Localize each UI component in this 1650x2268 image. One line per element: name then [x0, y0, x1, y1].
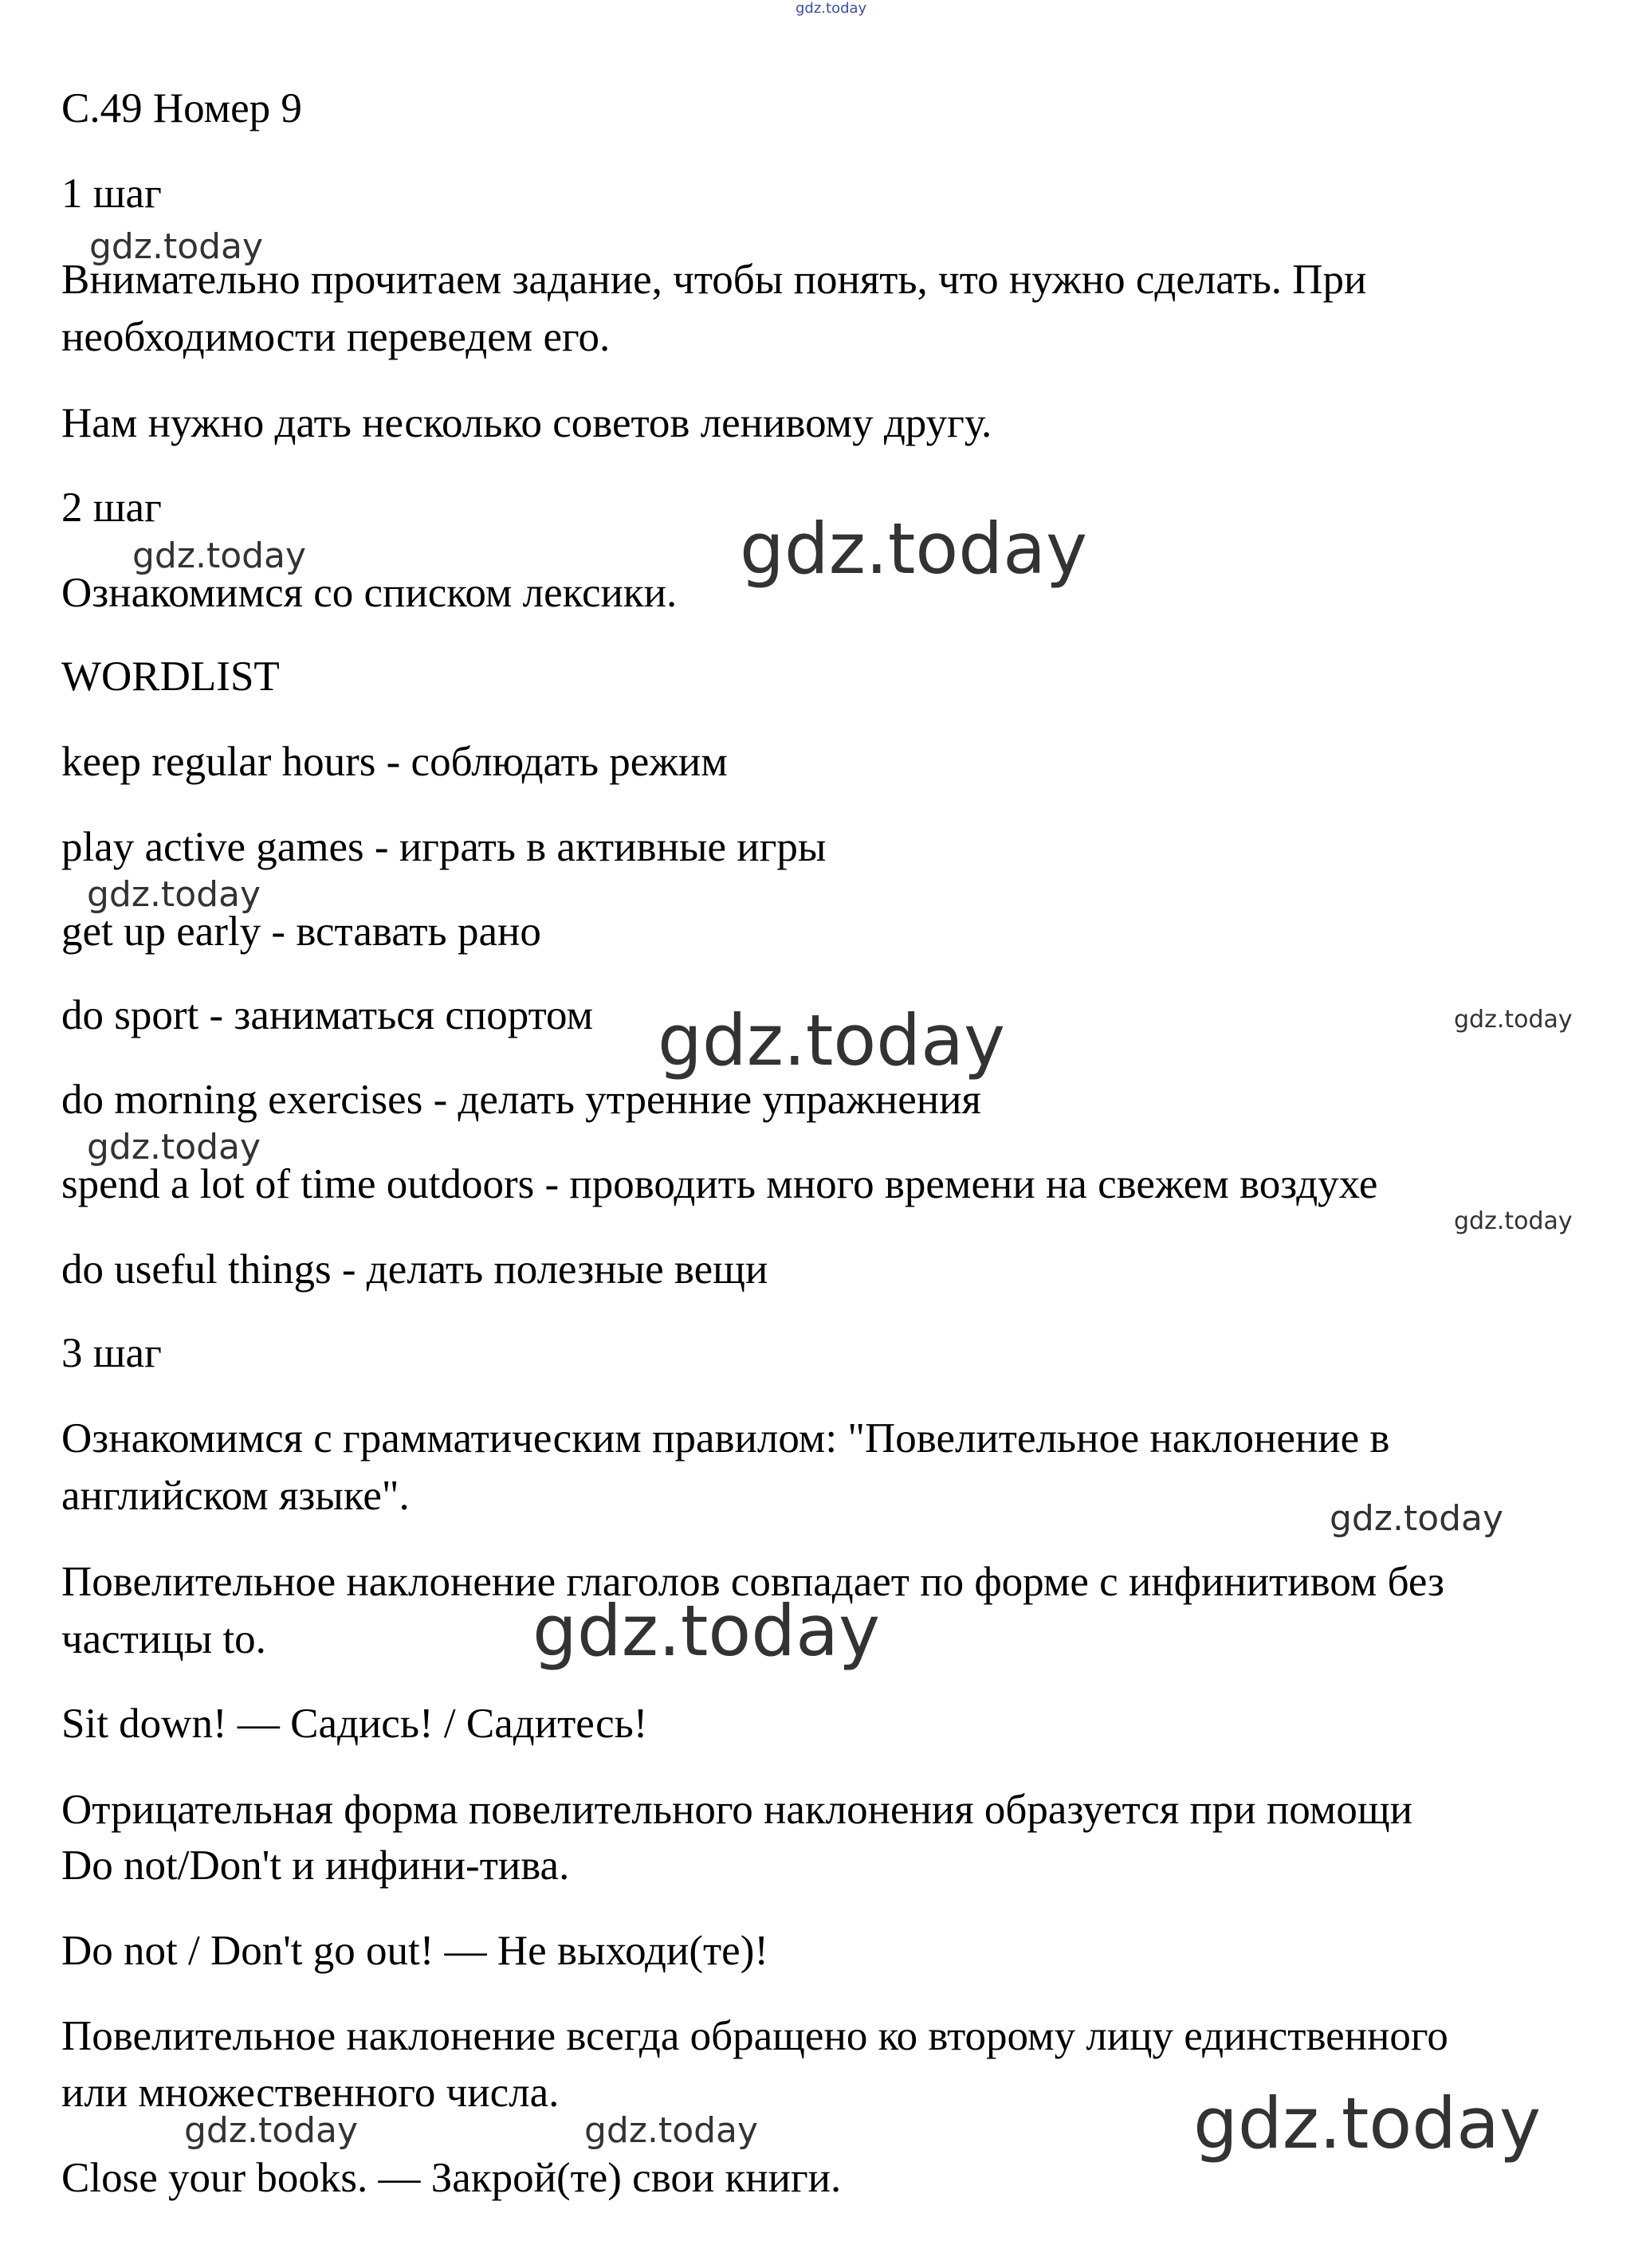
paragraph: Отрицательная форма повелительного наклонения образуется при помощи: [61, 1787, 1412, 1833]
watermark: gdz.today: [532, 1590, 881, 1672]
watermark: gdz.today: [584, 2110, 759, 2151]
watermark-top: gdz.today: [796, 0, 867, 17]
wordlist-item: play active games - играть в активные игры: [61, 824, 827, 870]
paragraph: Повелительное наклонение глаголов совпадает по форме с инфинитивом без: [61, 1559, 1444, 1605]
wordlist-title: WORDLIST: [61, 653, 280, 700]
example: Close your books. — Закрой(те) свои книги.: [61, 2155, 842, 2201]
paragraph: необходимости переведем его.: [61, 314, 611, 360]
watermark: gdz.today: [87, 1127, 261, 1167]
step-1-heading: 1 шаг: [61, 171, 162, 217]
wordlist-item: get up early - вставать рано: [61, 908, 541, 955]
paragraph: Повелительное наклонение всегда обращено ко второму лицу единственного: [61, 2013, 1448, 2059]
paragraph: Ознакомимся с грамматическим правилом: "Повелительное наклонение в: [61, 1415, 1390, 1462]
wordlist-item: keep regular hours - соблюдать режим: [61, 739, 728, 785]
step-2-heading: 2 шаг: [61, 485, 162, 531]
wordlist-item: spend a lot of time outdoors - проводить много времени на свежем воздухе: [61, 1161, 1378, 1207]
watermark: gdz.today: [89, 226, 264, 267]
wordlist-item: do useful things - делать полезные вещи: [61, 1246, 768, 1293]
wordlist-item: do morning exercises - делать утренние упражнения: [61, 1077, 981, 1123]
watermark: gdz.today: [1330, 1498, 1504, 1539]
watermark: gdz.today: [1454, 1006, 1573, 1034]
watermark: gdz.today: [1454, 1207, 1573, 1235]
watermark: gdz.today: [184, 2110, 359, 2151]
paragraph: или множественного числа.: [61, 2070, 560, 2116]
watermark: gdz.today: [132, 536, 307, 576]
watermark: gdz.today: [658, 999, 1006, 1081]
watermark: gdz.today: [1193, 2082, 1542, 2164]
example: Sit down! — Садись! / Садитесь!: [61, 1701, 648, 1747]
watermark: gdz.today: [740, 508, 1088, 590]
paragraph: частицы to.: [61, 1616, 266, 1662]
paragraph: Внимательно прочитаем задание, чтобы понять, что нужно сделать. При: [61, 257, 1367, 303]
page-title: С.49 Номер 9: [61, 85, 302, 131]
watermark: gdz.today: [87, 874, 261, 915]
paragraph: Do not/Don't и инфини-тива.: [61, 1842, 570, 1889]
wordlist-item: do sport - заниматься спортом: [61, 992, 594, 1038]
paragraph: английском языке".: [61, 1473, 410, 1519]
example: Do not / Don't go out! — Не выходи(те)!: [61, 1928, 768, 1974]
paragraph: Нам нужно дать несколько советов ленивому другу.: [61, 400, 992, 446]
paragraph: Ознакомимся со списком лексики.: [61, 570, 678, 616]
step-3-heading: 3 шаг: [61, 1330, 162, 1376]
